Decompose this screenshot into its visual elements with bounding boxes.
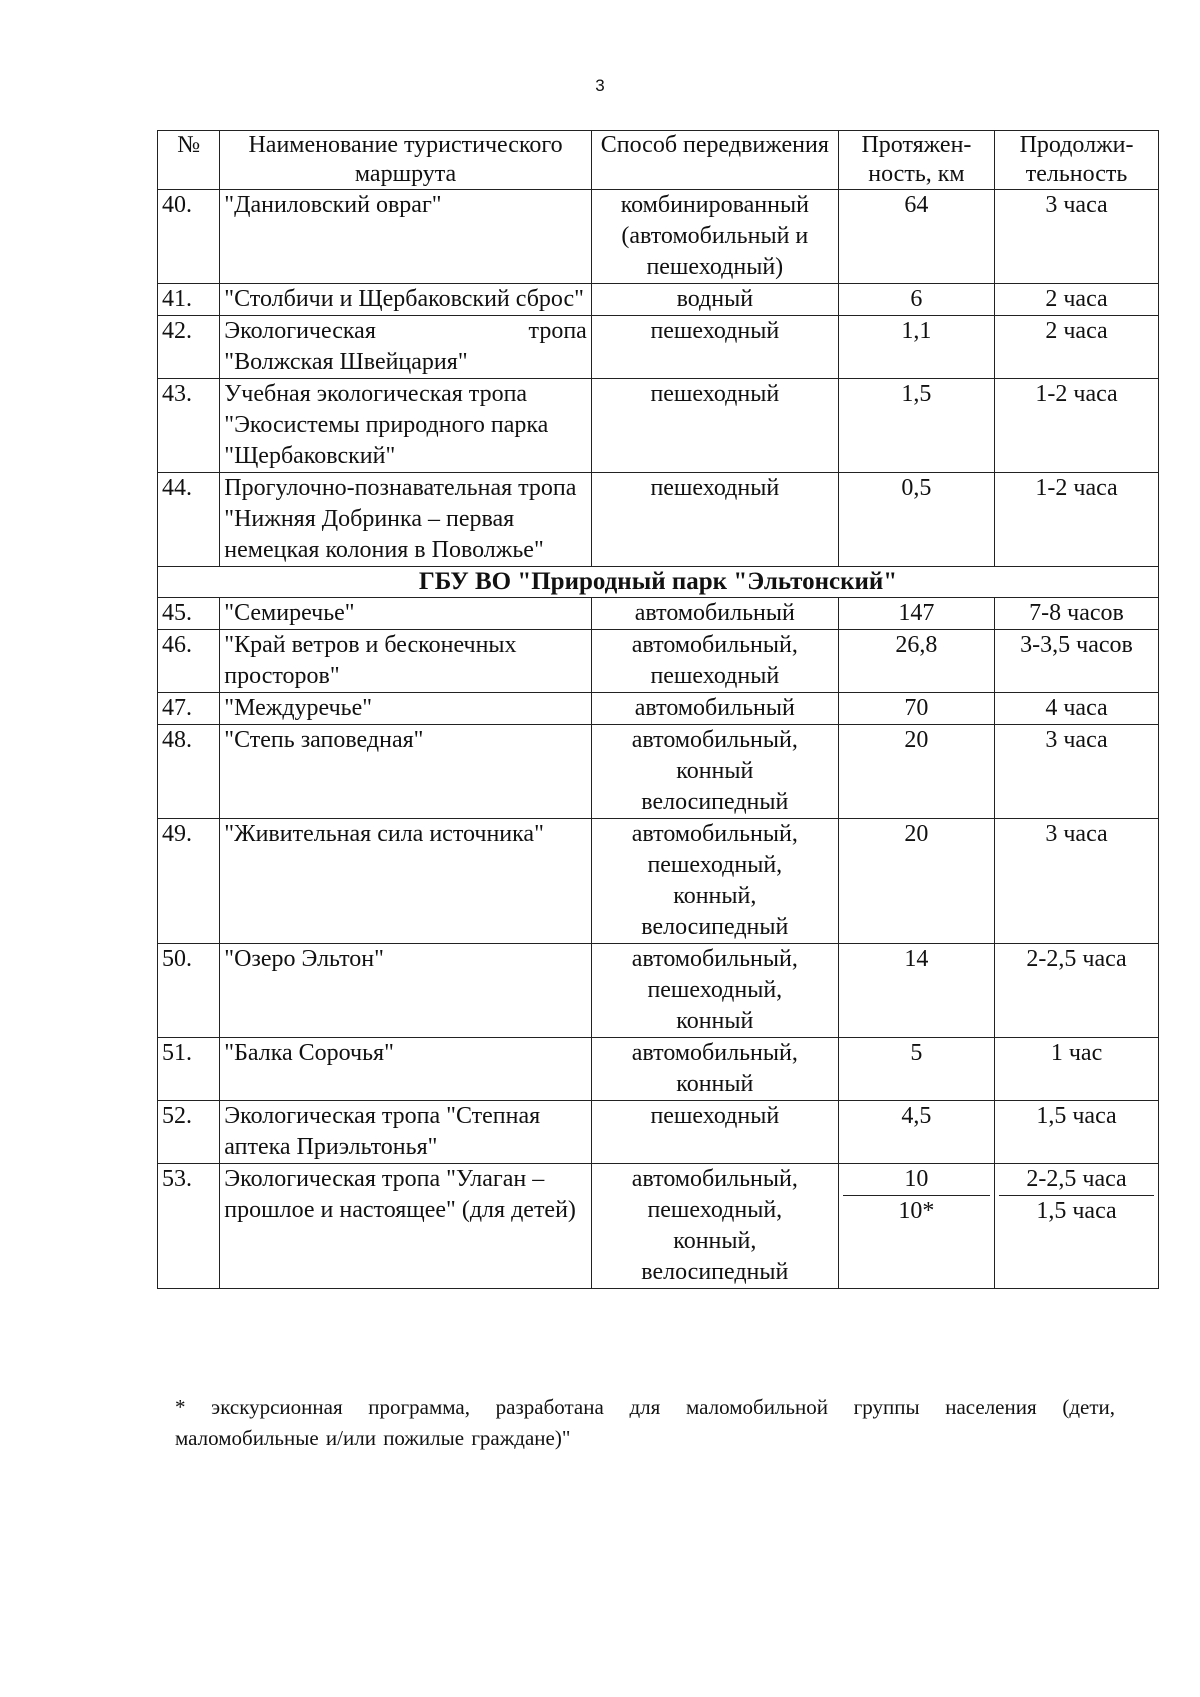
route-length-value: 10 (904, 1166, 929, 1192)
route-length: 6 (838, 284, 994, 316)
row-number: 52. (158, 1101, 220, 1164)
route-length: 147 (838, 598, 994, 630)
travel-method: пешеходный (591, 316, 838, 379)
route-length: 14 (838, 944, 994, 1038)
route-name: Экологическая тропа "Улаган – прошлое и настоящее" (для детей) (220, 1164, 592, 1289)
route-duration-value: 2-2,5 часа (1026, 1166, 1127, 1192)
section-row (158, 567, 1159, 598)
route-duration: 1,5 часа (995, 1101, 1159, 1164)
route-duration: 4 часа (995, 693, 1159, 725)
header-route-name: Наименование туристического маршрута (220, 131, 592, 190)
route-length-value-alt: 10* (843, 1195, 990, 1227)
route-length: 1,5 (838, 379, 994, 473)
table-row (158, 1164, 1159, 1289)
row-number: 47. (158, 693, 220, 725)
route-name: Учебная экологическая тропа "Экосистемы природного парка "Щербаковский" (220, 379, 592, 473)
route-name: "Балка Сорочья" (220, 1038, 592, 1101)
table-row (158, 693, 1159, 725)
route-name: "Живительная сила источника" (220, 819, 592, 944)
route-length: 1,1 (838, 316, 994, 379)
travel-method: автомобильный, пешеходный, конный (591, 944, 838, 1038)
route-duration: 7-8 часов (995, 598, 1159, 630)
table-row (158, 1038, 1159, 1101)
route-length: 70 (838, 693, 994, 725)
route-name: Экологическая тропа "Степная аптека Приэльтонья" (220, 1101, 592, 1164)
table-row (158, 190, 1159, 284)
route-name: "Степь заповедная" (220, 725, 592, 819)
travel-method: пешеходный (591, 473, 838, 567)
row-number: 45. (158, 598, 220, 630)
route-duration: 2-2,5 часа (995, 944, 1159, 1038)
travel-method: автомобильный, пешеходный, конный, велосипедный (591, 1164, 838, 1289)
route-duration: 3 часа (995, 725, 1159, 819)
route-length: 4,5 (838, 1101, 994, 1164)
route-name: "Междуречье" (220, 693, 592, 725)
route-name: "Семиречье" (220, 598, 592, 630)
travel-method: автомобильный, конный (591, 1038, 838, 1101)
table-row (158, 1101, 1159, 1164)
route-length: 64 (838, 190, 994, 284)
travel-method: водный (591, 284, 838, 316)
table-row (158, 630, 1159, 693)
route-duration: 3 часа (995, 819, 1159, 944)
row-number: 46. (158, 630, 220, 693)
route-name: "Край ветров и бесконечных просторов" (220, 630, 592, 693)
row-number: 50. (158, 944, 220, 1038)
travel-method: автомобильный, конный велосипедный (591, 725, 838, 819)
route-duration: 1-2 часа (995, 379, 1159, 473)
route-duration: 3 часа (995, 190, 1159, 284)
route-duration: 1 час (995, 1038, 1159, 1101)
header-duration: Продолжи-тельность (995, 131, 1159, 190)
header-travel-method: Способ передвижения (591, 131, 838, 190)
table-header-row (158, 131, 1159, 190)
route-length: 0,5 (838, 473, 994, 567)
section-title: ГБУ ВО "Природный парк "Эльтонский" (158, 567, 1159, 598)
row-number: 44. (158, 473, 220, 567)
travel-method: автомобильный (591, 598, 838, 630)
route-duration-value-alt: 1,5 часа (999, 1195, 1154, 1227)
header-length: Протяжен-ность, км (838, 131, 994, 190)
row-number: 48. (158, 725, 220, 819)
travel-method: пешеходный (591, 379, 838, 473)
route-length (838, 1164, 994, 1289)
route-name: Прогулочно-познавательная тропа "Нижняя Добринка – первая немецкая колония в Поволжье" (220, 473, 592, 567)
travel-method: пешеходный (591, 1101, 838, 1164)
route-length: 26,8 (838, 630, 994, 693)
travel-method: комбинированный (автомобильный и пешеходный) (591, 190, 838, 284)
row-number: 42. (158, 316, 220, 379)
route-name (220, 316, 592, 379)
row-number: 53. (158, 1164, 220, 1289)
routes-table (157, 130, 1159, 1289)
route-duration (995, 1164, 1159, 1289)
route-duration: 2 часа (995, 284, 1159, 316)
table-row (158, 284, 1159, 316)
route-length: 5 (838, 1038, 994, 1101)
table-row (158, 598, 1159, 630)
route-name-line: Экологическая тропа (224, 318, 587, 344)
table-row (158, 819, 1159, 944)
row-number: 41. (158, 284, 220, 316)
route-length: 20 (838, 725, 994, 819)
table-row (158, 944, 1159, 1038)
route-name: "Даниловский овраг" (220, 190, 592, 284)
header-number: № (158, 131, 220, 190)
table-row (158, 725, 1159, 819)
route-length: 20 (838, 819, 994, 944)
row-number: 40. (158, 190, 220, 284)
table-row (158, 473, 1159, 567)
travel-method: автомобильный (591, 693, 838, 725)
travel-method: автомобильный, пешеходный, конный, велосипедный (591, 819, 838, 944)
route-duration: 2 часа (995, 316, 1159, 379)
route-duration: 3-3,5 часов (995, 630, 1159, 693)
travel-method: автомобильный, пешеходный (591, 630, 838, 693)
route-duration: 1-2 часа (995, 473, 1159, 567)
route-name: "Озеро Эльтон" (220, 944, 592, 1038)
row-number: 51. (158, 1038, 220, 1101)
table-row (158, 379, 1159, 473)
route-name: "Столбичи и Щербаковский сброс" (220, 284, 592, 316)
table-row (158, 316, 1159, 379)
page-number: 3 (595, 76, 605, 95)
route-name-line: "Волжская Швейцария" (224, 349, 468, 375)
row-number: 49. (158, 819, 220, 944)
row-number: 43. (158, 379, 220, 473)
footnote: * экскурсионная программа, разработана для маломобильной группы населения (дети, маломобильные и/или пожилые граждане)" (175, 1395, 1115, 1450)
